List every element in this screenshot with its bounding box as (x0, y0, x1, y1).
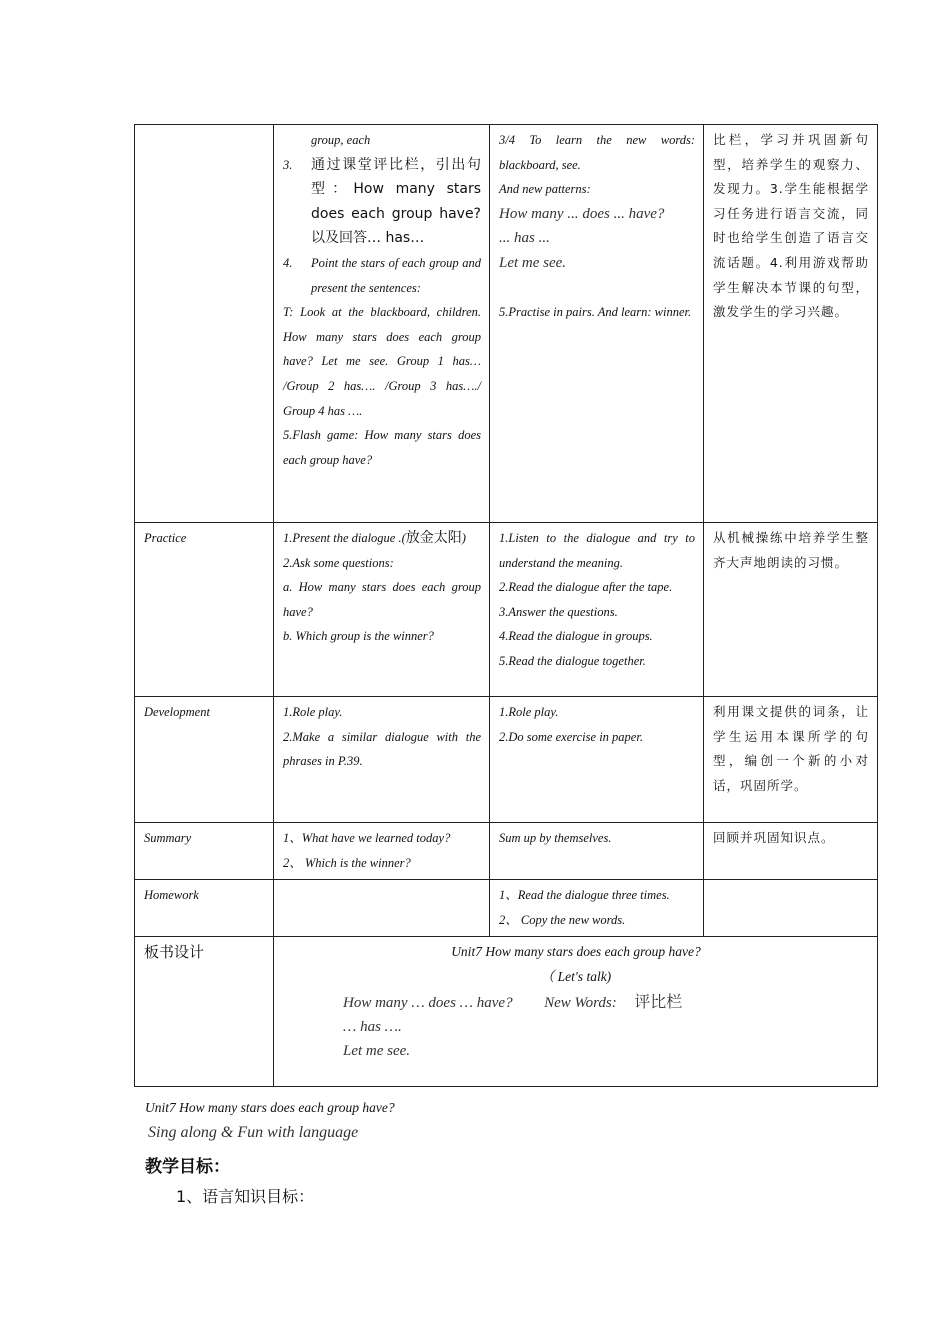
student-activity-cell: Sum up by themselves. (490, 823, 704, 880)
stage-label: Summary (135, 823, 274, 880)
teacher-line: 2.Ask some questions: (283, 555, 394, 570)
table-row (135, 125, 878, 523)
student-line: 3.Answer the questions. (499, 604, 618, 619)
student-line: 4.Read the dialogue in groups. (499, 629, 653, 644)
student-activity-cell (490, 125, 704, 523)
section-heading: 教学目标： (145, 1157, 230, 1177)
stage-label: Homework (135, 880, 274, 937)
table-row (135, 823, 878, 880)
student-line: 1、Read the dialogue three times. (499, 888, 670, 903)
teacher-line: 5.Flash game: How many stars does each group have? (283, 428, 481, 467)
student-line: 5.Read the dialogue together. (499, 653, 646, 668)
student-line: And new patterns: (499, 182, 591, 197)
stage-label: Practice (135, 523, 274, 697)
teacher-activity-cell (274, 523, 490, 697)
teacher-line: b. Which group is the winner? (283, 629, 434, 644)
teacher-line: 2.Make a similar dialogue with the phrases in P.39. (283, 729, 481, 769)
purpose-cell: 从机械操练中培养学生整齐大声地朗读的习惯。 (704, 523, 878, 697)
unit-subtitle: Sing along & Fun with language (148, 1124, 359, 1141)
board-line: How many … does … have? New Words: 评比栏 (343, 991, 683, 1011)
student-activity-cell (490, 523, 704, 697)
teacher-activity-cell (274, 697, 490, 823)
board-line: … has …. (343, 1018, 402, 1035)
teacher-line: 4. Point the stars of each group and present the sentences: (283, 255, 481, 295)
teacher-line: 2、 Which is the winner? (283, 855, 411, 870)
purpose-cell (704, 880, 878, 937)
board-design-cell (274, 937, 878, 1087)
table-row (135, 523, 878, 697)
student-activity-cell (490, 697, 704, 823)
purpose-cell: 回顾并巩固知识点。 (704, 823, 878, 880)
teacher-line: 1.Present the dialogue .(放金太阳) (283, 530, 466, 546)
teacher-line: 1.Role play. (283, 705, 343, 719)
stage-cell (135, 125, 274, 523)
teacher-line: T: Look at the blackboard, children. How many stars does each group have? Let me see. Group 1 has… /Group 2 has…. /Group 3 has…./ Group 4 has …. (283, 305, 481, 418)
objective-item: 1、语言知识目标： (176, 1187, 315, 1206)
teacher-activity-cell (274, 880, 490, 937)
student-line: 3/4 To learn the new words: blackboard, see. (499, 133, 695, 172)
table-row (135, 697, 878, 823)
student-line: 2、 Copy the new words. (499, 912, 626, 927)
pattern-line: ... has ... (499, 230, 550, 247)
student-line: 2.Read the dialogue after the tape. (499, 580, 673, 595)
stage-label: Development (135, 697, 274, 823)
student-activity-cell (490, 880, 704, 937)
board-title: Unit7 How many stars does each group have? (451, 944, 701, 960)
teacher-line: a. How many stars does each group have? (283, 580, 481, 619)
teacher-activity-cell (274, 125, 490, 523)
board-content (283, 990, 869, 1063)
board-subtitle: （ Let's talk) (540, 968, 612, 984)
teacher-activity-cell (274, 823, 490, 880)
purpose-cell: 利用课文提供的词条，让学生运用本课所学的句型，编创一个新的小对话，巩固所学。 (704, 697, 878, 823)
pattern-line: Let me see. (499, 254, 567, 271)
lesson-plan-table (134, 124, 878, 1087)
student-line: 1.Role play. (499, 705, 559, 719)
unit-title: Unit7 How many stars does each group have? (145, 1100, 395, 1115)
table-row (135, 937, 878, 1087)
student-line: 2.Do some exercise in paper. (499, 729, 643, 744)
student-line: 1.Listen to the dialogue and try to understand the meaning. (499, 531, 695, 570)
pattern-line: How many ... does ... have? (499, 205, 665, 222)
student-line: 5.Practise in pairs. And learn: winner. (499, 304, 692, 319)
teacher-line: 3. 通过课堂评比栏，引出句型：How many stars does each group have? 以及回答… has… (283, 156, 481, 247)
board-line: Let me see. (343, 1042, 411, 1059)
purpose-cell: 比栏，学习并巩固新句型，培养学生的观察力、发现力。3.学生能根据学习任务进行语言交流，同时也给学生创造了语言交流话题。4.利用游戏帮助学生解决本节课的句型，激发学生的学习兴趣。 (704, 125, 878, 523)
teacher-line: 1、What have we learned today? (283, 831, 451, 845)
teacher-line: group, each (311, 133, 371, 147)
board-design-label: 板书设计 (135, 937, 274, 1087)
table-row (135, 880, 878, 937)
